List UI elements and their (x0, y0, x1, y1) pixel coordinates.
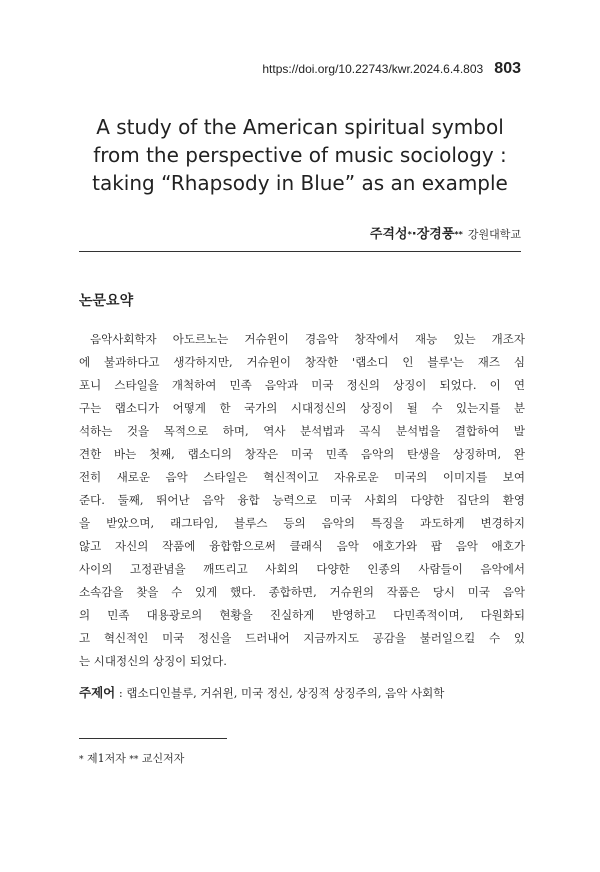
footnote-divider (79, 738, 227, 739)
abstract-heading: 논문요약 (79, 293, 134, 309)
author-2-mark: ** (454, 230, 463, 239)
abstract-body (79, 328, 525, 673)
title-line-2: from the perspective of music sociology : (93, 143, 507, 167)
abstract-line: 전히 새로운 음악 스타일은 혁신적이고 자유로운 미국의 이미지를 보여 (79, 470, 525, 484)
keywords-label: 주제어 (79, 685, 116, 700)
abstract-line: 구는 랩소디가 어떻게 한 국가의 시대정신의 상징이 될 수 있는지를 분 (79, 401, 525, 415)
abstract-line: 을 받았으며, 래그타임, 블루스 등의 음악의 특징을 과도하게 변경하지 (79, 516, 525, 530)
abstract-line: 음악사회학자 아도르노는 거슈윈이 경음악 창작에서 재능 있는 개조자 (90, 332, 525, 346)
author-2: 장경풍 (416, 227, 455, 242)
keywords-text: 랩소디인블루, 거쉬윈, 미국 정신, 상징적 상징주의, 음악 사회학 (126, 686, 445, 700)
footnote-mark-2: ** (129, 755, 139, 765)
header-divider (79, 251, 521, 252)
footnote-label-1: 제1저자 (87, 752, 126, 765)
abstract-line: 는 시대정신의 상징이 되었다. (79, 654, 227, 668)
abstract-line: 고 혁신적인 미국 정신을 드러내어 지금까지도 공감을 불러일으킬 수 있 (79, 631, 525, 645)
author-1: 주격성 (369, 227, 408, 242)
page-header (79, 58, 521, 78)
abstract-line: 의 민족 대용광로의 현황을 진실하게 반영하고 다민족적이며, 다원화되 (79, 608, 525, 622)
footnote-mark-1: * (79, 755, 84, 765)
abstract-line: 견한 바는 첫째, 랩소디의 창작은 미국 민족 음악의 탄생을 상징하며, 완 (79, 447, 525, 461)
author-1-mark: * (407, 230, 412, 239)
page-number: 803 (494, 60, 521, 77)
keywords (79, 683, 444, 701)
footnote (79, 750, 184, 766)
paper-title (40, 113, 560, 197)
title-line-3: taking “Rhapsody in Blue” as an example (92, 171, 508, 195)
abstract-line: 사이의 고정관념을 깨뜨리고 사회의 다양한 인종의 사람들이 음악에서 (79, 562, 525, 576)
abstract-line: 석하는 것을 목적으로 하며, 역사 분석법과 곡식 분석법을 결합하여 발 (79, 424, 525, 438)
footnote-label-2: 교신저자 (141, 752, 185, 765)
keywords-separator: : (115, 686, 127, 700)
abstract-line: 준다. 둘째, 뛰어난 음악 융합 능력으로 미국 사회의 다양한 집단의 환영 (79, 493, 525, 507)
title-line-1: A study of the American spiritual symbol (96, 115, 504, 139)
abstract-line: 소속감을 찾을 수 있게 했다. 종합하면, 거슈윈의 작품은 당시 미국 음악 (79, 585, 525, 599)
affiliation: 강원대학교 (467, 228, 521, 241)
abstract-line: 않고 자신의 작품에 융합함으로써 클래식 음악 애호가와 팝 음악 애호가 (79, 539, 525, 553)
abstract-line: 에 불과하다고 생각하지만, 거슈윈이 창작한 '랩소디 인 블루'는 재즈 심 (79, 355, 525, 369)
abstract-line: 포니 스타일을 개척하여 민족 음악과 미국 정신의 상징이 되었다. 이 연 (79, 378, 525, 392)
author-line (370, 223, 521, 242)
author-separator: · (411, 227, 417, 242)
doi-link[interactable]: https://doi.org/10.22743/kwr.2024.6.4.803 (262, 62, 484, 76)
